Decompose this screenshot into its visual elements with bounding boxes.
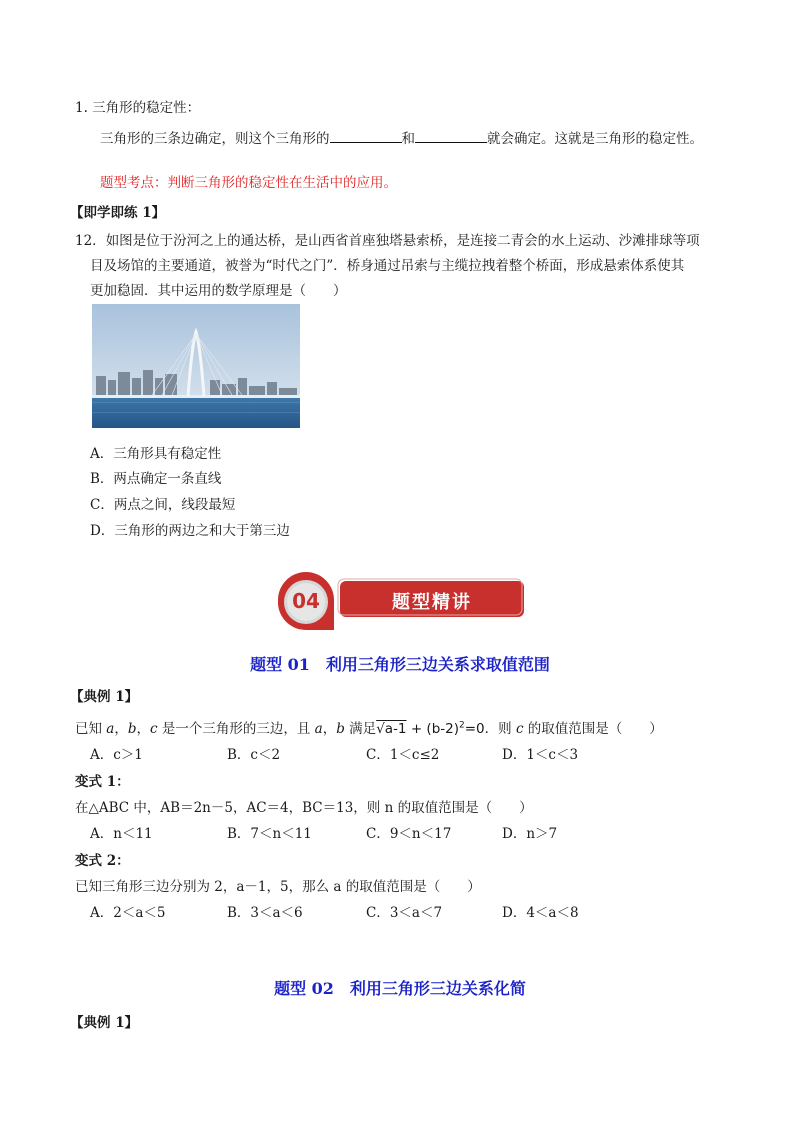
var-c: c [150,721,158,737]
exponent: 2 [459,720,465,731]
example-option-a[interactable]: A．c＞1 [90,747,143,763]
question-line-2: 目及场馆的主要通道，被誉为“时代之门”．桥身通过吊索与主缆拉拽着整个桥面，形成悬索体系使其 [90,258,685,274]
sep: ， [114,721,128,737]
practice-label: 【即学即练 1】 [70,205,166,221]
var-a: a [106,721,115,737]
type01-example-question [75,717,663,737]
variant1-option-d[interactable]: D．n＞7 [502,826,558,842]
type02-title: 题型 02 利用三角形三边关系化简 [274,979,526,998]
banner-number: 04 [292,589,320,613]
question-line-3: 更加稳固．其中运用的数学原理是（ ） [90,283,347,299]
example-text-e: 的取值范围是（ ） [523,721,663,737]
exam-point: 题型考点：判断三角形的稳定性在生活中的应用。 [100,175,397,191]
type02-example-label: 【典例 1】 [70,1015,139,1031]
variant2-question: 已知三角形三边分别为 2，a－1，5，那么 a 的取值范围是（ ） [75,879,481,895]
variant2-option-d[interactable]: D．4＜a＜8 [502,905,579,921]
section-banner [268,572,528,638]
square-term: + (b-2) [406,721,459,737]
sep: ， [322,721,337,737]
option-c[interactable]: C．两点之间，线段最短 [90,497,236,513]
equals-zero: =0 [464,721,485,737]
stability-sentence [100,127,703,147]
option-d[interactable]: D．三角形的两边之和大于第三边 [90,523,290,539]
var-c: c [515,721,524,737]
question-line-1: 如图是位于汾河之上的通达桥，是山西省首座独塔悬索桥，是连接二青会的水上运动、沙滩排球等项 [105,233,700,249]
type01-title: 题型 01 利用三角形三边关系求取值范围 [250,655,550,674]
example-option-b[interactable]: B．c＜2 [227,747,281,763]
question-number: 12． [75,233,106,249]
sep: ， [136,721,151,737]
sentence-and: 和 [401,131,415,147]
variant2-label: 变式 2： [75,853,130,869]
variant1-option-a[interactable]: A．n＜11 [90,826,153,842]
example-option-c[interactable]: C．1＜c≤2 [366,747,440,763]
variant1-question: 在△ABC 中，AB＝2n－5，AC＝4，BC＝13，则 n 的取值范围是（ ） [75,800,533,816]
sentence-part1: 三角形的三条边确定，则这个三角形的 [100,131,330,147]
var-a: a [314,721,323,737]
example-option-d[interactable]: D．1＜c＜3 [502,747,579,763]
variant2-option-a[interactable]: A．2＜a＜5 [90,905,166,921]
variant2-option-b[interactable]: B．3＜a＜6 [227,905,303,921]
var-b: b [127,721,137,737]
example-text-c: 满足 [344,721,377,737]
section-heading: 1. 三角形的稳定性： [75,100,201,116]
example-text-b: 是一个三角形的三边，且 [157,721,315,737]
bridge-photo [92,304,300,428]
option-b[interactable]: B．两点确定一条直线 [90,471,222,487]
type01-example-label: 【典例 1】 [70,689,139,705]
variant1-option-b[interactable]: B．7＜n＜11 [227,826,312,842]
variant1-label: 变式 1： [75,774,130,790]
sentence-part2: 就会确定。这就是三角形的稳定性。 [487,131,703,147]
variant1-option-c[interactable]: C．9＜n＜17 [366,826,452,842]
option-a[interactable]: A．三角形具有稳定性 [90,446,222,462]
answer-blank-2[interactable] [415,141,487,143]
answer-blank-1[interactable] [330,141,402,143]
example-text-d: ．则 [484,721,516,737]
banner-label: 题型精讲 [392,592,472,613]
example-text-a: 已知 [75,721,107,737]
var-b: b [336,721,345,737]
variant2-option-c[interactable]: C．3＜a＜7 [366,905,443,921]
sqrt-expression: √a-1 [376,721,407,737]
practice-question [75,229,700,249]
